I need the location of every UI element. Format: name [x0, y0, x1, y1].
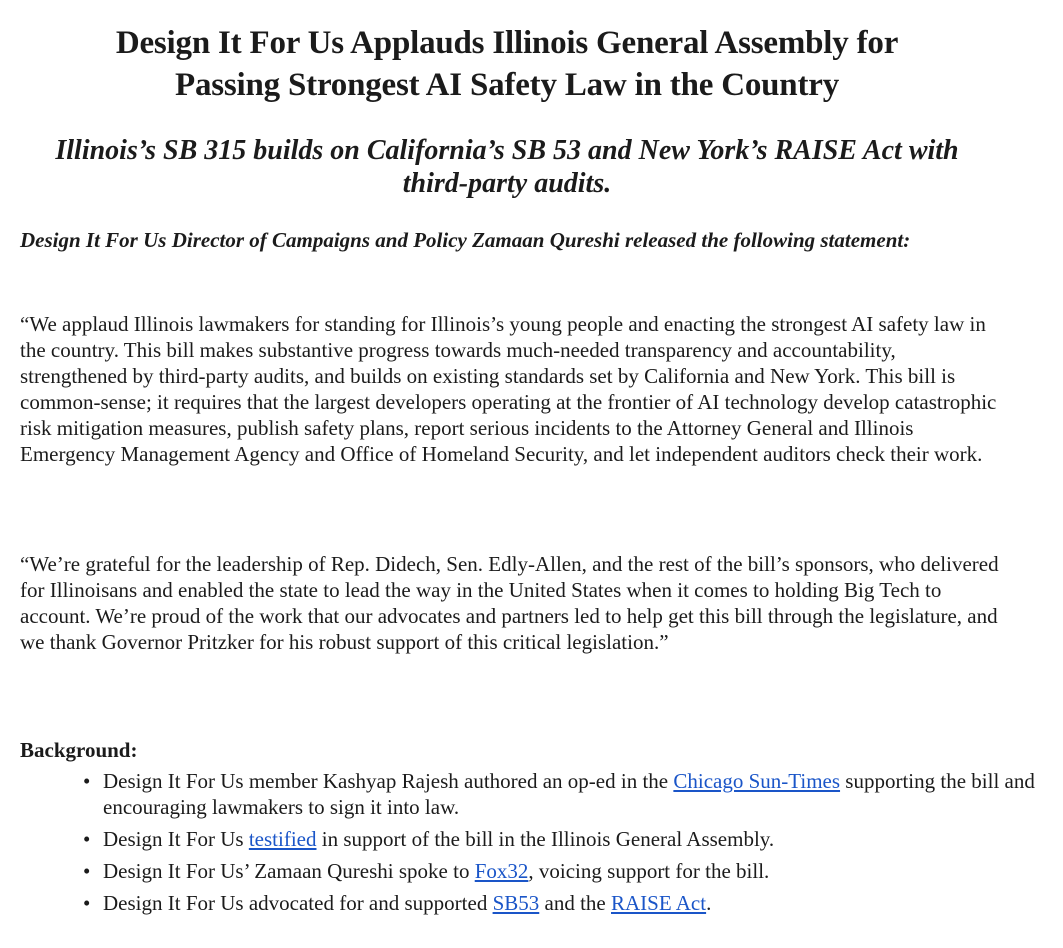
statement-intro: Design It For Us Director of Campaigns and Policy Zamaan Qureshi released the following statement: [20, 228, 911, 252]
background-item-text: Design It For Us’ Zamaan Qureshi spoke to [103, 859, 475, 883]
background-item [103, 826, 1063, 852]
fox32-link[interactable]: Fox32 [474, 859, 529, 883]
background-item [103, 858, 1063, 884]
sb53-link[interactable]: SB53 [492, 891, 540, 915]
background-item [103, 768, 1063, 820]
background-list [20, 768, 1063, 922]
testified-link[interactable]: testified [248, 827, 317, 851]
subtitle-line-1: Illinois’s SB 315 builds on California’s SB 53 and New York’s RAISE Act with [55, 135, 959, 166]
raise-act-link[interactable]: RAISE Act [611, 891, 707, 915]
background-item [103, 890, 1063, 916]
subtitle-line-2: third-party audits. [402, 168, 612, 199]
title-line-1: Design It For Us Applauds Illinois General Assembly for [115, 25, 899, 61]
chicago-sun-times-link[interactable]: Chicago Sun-Times [673, 769, 841, 793]
background-item-text: , voicing support for the bill. [528, 859, 770, 883]
background-item-text: in support of the bill in the Illinois General Assembly. [316, 827, 775, 851]
background-heading: Background: [20, 738, 138, 762]
background-item-text: supporting the bill and encouraging lawmakers to sign it into law. [103, 769, 1035, 819]
background-item-text: and the [539, 891, 611, 915]
background-item-text: Design It For Us member Kashyap Rajesh authored an op-ed in the [103, 769, 674, 793]
page-title [0, 22, 1014, 106]
background-item-text: Design It For Us advocated for and supported [103, 891, 493, 915]
title-line-2: Passing Strongest AI Safety Law in the Country [175, 67, 839, 103]
statement-paragraph-1: “We applaud Illinois lawmakers for standing for Illinois’s young people and enacting the strongest AI safety law in the country. This bill makes substantive progress towards much-needed transparency and accountability, strengthened by third-party audits, and builds on existing standards set by California and New York. This bill is common-sense; it requires that the largest developers operating at the frontier of AI technology develop catastrophic risk mitigation measures, publish safety plans, report serious incidents to the Attorney General and Illinois Emergency Management Agency and Office of Homeland Security, and let independent auditors check their work. [20, 312, 997, 466]
background-item-text: Design It For Us [103, 827, 249, 851]
page-subtitle [0, 134, 1014, 200]
statement-paragraph-2: “We’re grateful for the leadership of Rep. Didech, Sen. Edly-Allen, and the rest of the bill’s sponsors, who delivered for Illinoisans and enabled the state to lead the way in the United States when it comes to holding Big Tech to account. We’re proud of the work that our advocates and partners led to help get this bill through the legislature, and we thank Governor Pritzker for his robust support of this critical legislation.” [20, 552, 999, 654]
background-item-text: . [706, 891, 712, 915]
